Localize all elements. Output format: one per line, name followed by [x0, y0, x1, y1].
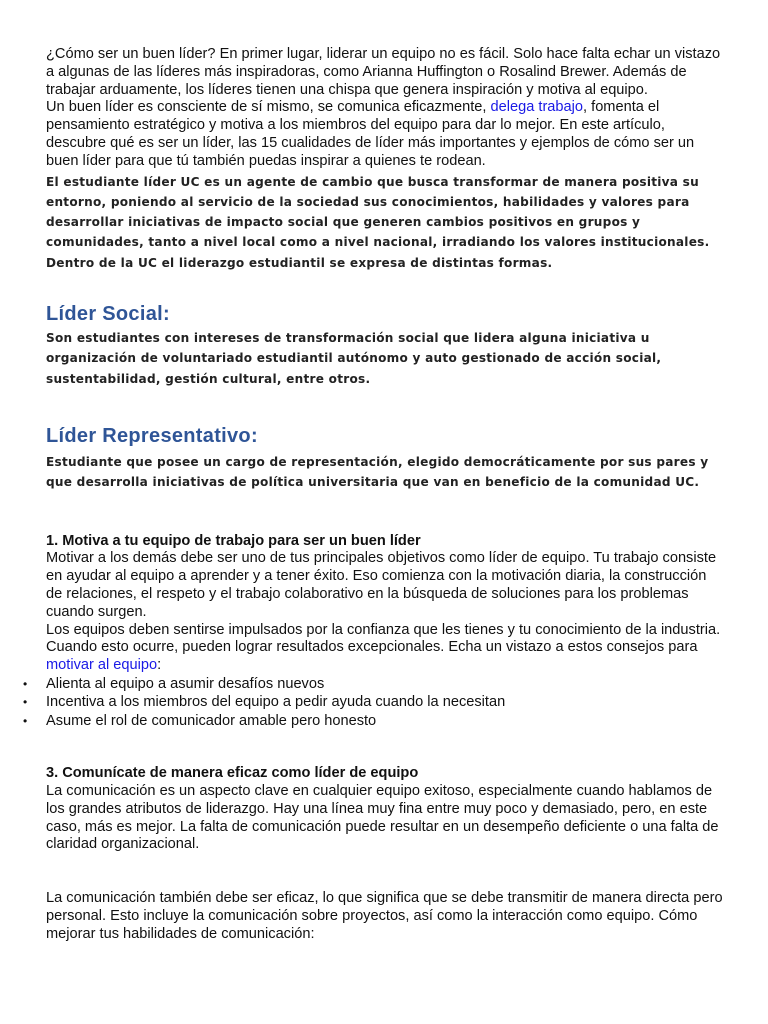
- list-item-text: Alienta al equipo a asumir desafíos nuevos: [46, 675, 325, 692]
- section-3-paragraph: La comunicación es un aspecto clave en cualquier equipo exitoso, especialmente cuando hablamos de los grandes atributos de liderazgo. Hay una línea muy fina entre muy poco y demasiado, pero, en este caso, más es mejor. La falta de comunicación puede resultar en un desempeño deficiente o una falta de claridad organizacional.: [46, 782, 719, 853]
- section-1-paragraph: Motivar a los demás debe ser uno de tus principales objetivos como líder de equipo. Tu trabajo consiste en ayudar al equipo a aprender y a tener éxito. Eso comienza con la motivación diaria, la construcción de relaciones, el respeto y el trabajo colaborativo en la búsqueda de soluciones para los problemas cuando surgen.: [46, 550, 717, 620]
- intro-paragraph: ¿Cómo ser un buen líder? En primer lugar, liderar un equipo no es fácil. Solo hace falta echar un vistazo a algunas de las líderes más inspiradoras, como Arianna Huffington o Rosalind Brewer. Además de trabajar arduamente, los líderes tienen una chispa que genera inspiración y motiva al equipo.: [46, 46, 721, 98]
- list-item: [23, 712, 726, 730]
- representative-leader-heading: Líder Representativo:: [46, 424, 258, 447]
- bullet-icon: •: [23, 713, 28, 728]
- section-1-paragraph-2: [46, 622, 726, 675]
- section-3-paragraph-2: La comunicación también debe ser eficaz, lo que significa que se debe transmitir de manera directa pero personal. Esto incluye la comunicación sobre proyectos, así como la interacción como equipo. Cómo mejorar tus habilidades de comunicación:: [46, 890, 723, 942]
- intro-paragraph-2: [46, 99, 726, 170]
- delega-trabajo-link[interactable]: delega trabajo: [490, 99, 584, 116]
- bullet-icon: •: [23, 676, 28, 691]
- bullet-icon: •: [23, 695, 28, 710]
- document-page: [23, 46, 726, 944]
- intro-text-before-link: Un buen líder es consciente de sí mismo, se comunica eficazmente,: [46, 99, 491, 116]
- section-1-text-after-link: :: [157, 657, 162, 674]
- section-3-heading: 3. Comunícate de manera eficaz como líder de equipo: [46, 765, 419, 782]
- motivar-equipo-link[interactable]: motivar al equipo: [46, 657, 158, 674]
- list-item: [23, 675, 726, 693]
- representative-leader-body: Estudiante que posee un cargo de representación, elegido democráticamente por sus pares y que desarrolla iniciativas de política universitaria que van en beneficio de la comunidad UC.: [46, 454, 709, 490]
- intro-text-after-link: , fomenta el pensamiento estratégico y motiva a los miembros del equipo para dar lo mejor. En este artículo, descubre qué es ser un líder, las 15 cualidades de líder más importantes y ejemplos de cómo ser un buen líder para que tú también puedas inspirar a quienes te rodean.: [46, 99, 695, 169]
- list-item-text: Asume el rol de comunicador amable pero honesto: [46, 712, 377, 729]
- uc-leader-description: El estudiante líder UC es un agente de cambio que busca transformar de manera positiva su entorno, poniendo al servicio de la sociedad sus conocimientos, habilidades y valores para desarrollar iniciativas de impacto social que generen cambios positivos en grupos y comunidades, tanto a nivel local como a nivel nacional, irradiando los valores institucionales. Dentro de la UC el liderazgo estudiantil se expresa de distintas formas.: [46, 174, 710, 270]
- list-item-text: Incentiva a los miembros del equipo a pedir ayuda cuando la necesitan: [46, 694, 506, 711]
- social-leader-heading: Líder Social:: [46, 303, 170, 326]
- section-1-text-before-link: Los equipos deben sentirse impulsados por la confianza que les tienes y tu conocimiento de la industria. Cuando esto ocurre, pueden lograr resultados excepcionales. Echa un vistazo a estos consejos para: [46, 621, 721, 656]
- list-item: [23, 693, 726, 711]
- social-leader-body: Son estudiantes con intereses de transformación social que lidera alguna iniciativa u organización de voluntariado estudiantil autónomo y auto gestionado de acción social, sustentabilidad, gestión cultural, entre otros.: [46, 331, 662, 386]
- section-1-heading: 1. Motiva a tu equipo de trabajo para ser un buen líder: [46, 532, 421, 549]
- motivation-tips-list: [23, 675, 726, 730]
